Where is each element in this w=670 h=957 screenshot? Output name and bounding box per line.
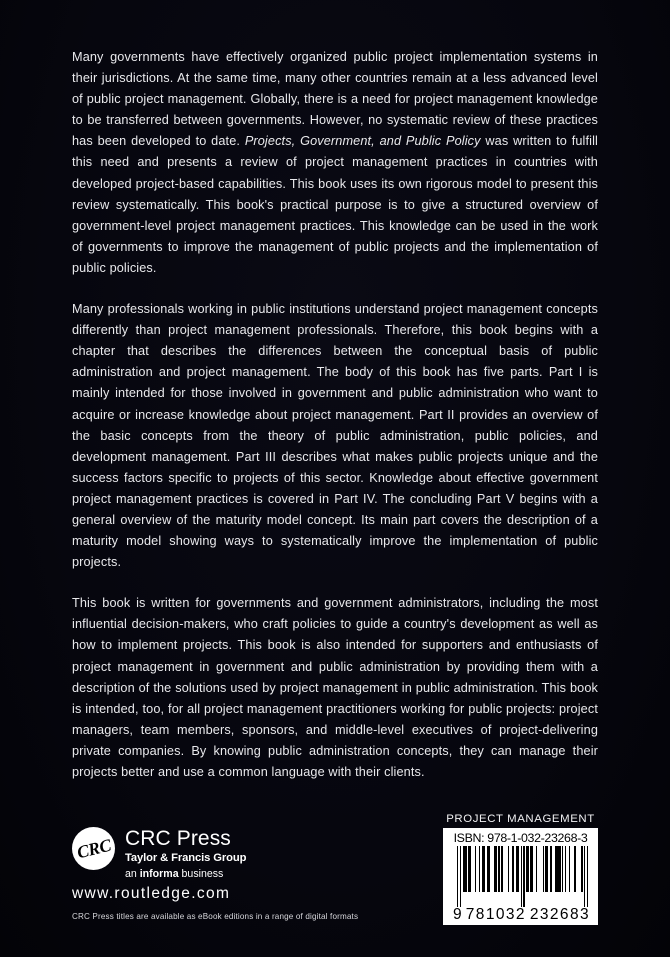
business-prefix: an (125, 868, 140, 880)
publisher-website-link[interactable]: www.routledge.com (72, 885, 231, 902)
series-label: PROJECT MANAGEMENT (446, 813, 595, 825)
business-suffix: business (178, 868, 224, 880)
blurb-p1-part-b: was written to fulfill this need and presents a review of project management practices in countries with developed project-based capabilities. This book uses its own rigorous model to present this review systematically. This book's practical purpose is to give a structured overview of government-level project management practices. This knowledge can be used in the work of governments to improve the management of public projects and the implementation of public policies. (72, 134, 598, 275)
barcode-block (443, 813, 598, 925)
ean13-digits (447, 907, 594, 923)
book-title-italic: Projects, Government, and Public Policy (244, 134, 481, 149)
blurb-p1-part-a: Many governments have effectively organized public project implementation systems in their jurisdictions. At the same time, many other countries remain at a less advanced level of public project management. Globally, there is a need for project management knowledge to be transferred between governments. However, no systematic review of these practices has been developed to date. (72, 50, 598, 149)
imprint-logo-row (72, 827, 372, 881)
ebook-availability-note: CRC Press titles are available as eBook editions in a range of digital formats (72, 912, 359, 921)
blurb-paragraph-1 (72, 47, 598, 279)
crc-roundel-icon (72, 827, 115, 870)
ean-lead-digit: 9 (453, 906, 462, 923)
ean-group-1: 781032 (465, 906, 526, 923)
blurb-paragraph-2: Many professionals working in public institutions understand project management concepts differently than project management professionals. Therefore, this book begins with a chapter that describes the differences between the conceptual basis of public administration and project management. The body of this book has five parts. Part I is mainly intended for those involved in government and public administration who want to acquire or increase knowledge about project management. Part II provides an overview of the basic concepts from the theory of public administration, public policies, and development management. Part III describes what makes public projects unique and the success factors specific to projects of this sector. Knowledge about effective government project management practices is covered in Part IV. The concluding Part V begins with a general overview of the maturity model concept. Its main part covers the description of a maturity model showing ways to systematically improve the implementation of public projects. (72, 302, 598, 570)
crc-roundel-label: CRC (74, 834, 113, 862)
publisher-imprint-block (72, 827, 372, 921)
ean13-barcode-graphic (447, 846, 594, 907)
barcode-bar (587, 846, 588, 907)
publisher-business-line (125, 867, 246, 881)
blurb-paragraph-3: This book is written for governments and government administrators, including the most influential decision-makers, who craft policies to guide a country's development as well as how to implement projects. This book is also intended for supporters and enthusiasts of project management in government and public administration by providing them with a description of the solutions used by project management in public administration. This book is intended, too, for all project management practitioners working for public projects: project managers, team members, sponsors, and middle-level executives of project-delivering private companies. By knowing public administration concepts, they can manage their projects better and use a common language with their clients. (72, 596, 598, 779)
blurb-text-block (72, 47, 598, 783)
publisher-name: CRC Press (125, 827, 231, 850)
isbn-text: ISBN: 978-1-032-23268-3 (453, 831, 588, 845)
barcode-card (443, 828, 598, 925)
publisher-group: Taylor & Francis Group (125, 852, 247, 864)
business-brand: informa (139, 868, 179, 880)
ean-group-2: 232683 (529, 906, 590, 923)
imprint-wordmark (125, 827, 246, 881)
